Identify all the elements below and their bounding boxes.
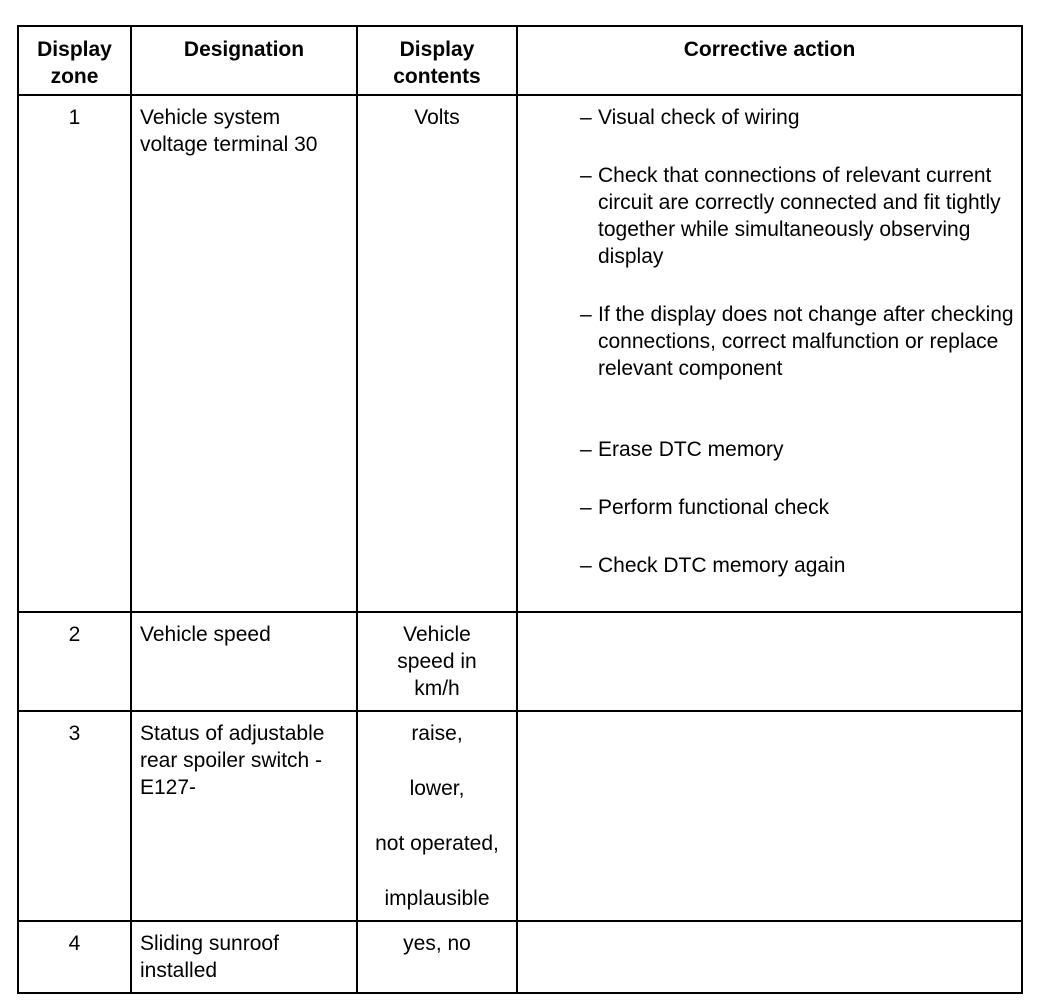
dash-bullet-icon: – — [580, 303, 592, 326]
contents-value: lower, — [409, 777, 465, 800]
action-text: Check that connections of relevant current circuit are correctly connected and fit tightly together while simultaneously observing display — [598, 164, 1001, 268]
cell-corrective-action — [517, 612, 1022, 711]
cell-display-contents — [357, 711, 517, 921]
contents-value: yes, no — [403, 932, 471, 955]
cell-display-contents — [357, 95, 517, 612]
cell-display-zone — [18, 711, 131, 921]
action-text: Visual check of wiring — [598, 106, 800, 129]
contents-value: implausible — [384, 887, 490, 910]
designation-value: Vehicle system voltage terminal 30 — [140, 106, 318, 156]
dash-bullet-icon: – — [580, 496, 592, 519]
designation-value: Sliding sunroof installed — [140, 932, 279, 982]
header-designation — [131, 26, 357, 95]
dash-bullet-icon: – — [580, 106, 592, 129]
action-item — [580, 104, 1021, 131]
header-corrective-action-label: Corrective action — [683, 38, 856, 61]
action-item — [580, 301, 1021, 382]
table-row — [18, 711, 1022, 921]
cell-display-zone — [18, 921, 131, 993]
contents-value: Vehicle speed in km/h — [397, 623, 477, 700]
cell-designation — [131, 921, 357, 993]
cell-display-zone — [18, 612, 131, 711]
cell-corrective-action — [517, 95, 1022, 612]
designation-value: Status of adjustable rear spoiler switch -E127- — [140, 722, 325, 799]
header-display-contents — [357, 26, 517, 95]
zone-value: 4 — [68, 932, 81, 955]
cell-corrective-action — [517, 711, 1022, 921]
action-item — [580, 162, 1021, 270]
dash-bullet-icon: – — [580, 438, 592, 461]
cell-corrective-action — [517, 921, 1022, 993]
header-row — [18, 26, 1022, 95]
table-row — [18, 95, 1022, 612]
action-text: Perform functional check — [598, 496, 830, 519]
zone-value: 3 — [68, 722, 81, 745]
designation-value: Vehicle speed — [140, 623, 271, 646]
header-display-contents-label: Display contents — [393, 38, 481, 88]
cell-designation — [131, 612, 357, 711]
cell-designation — [131, 711, 357, 921]
header-display-zone-label: Display zone — [37, 38, 112, 88]
action-item — [580, 494, 1021, 521]
header-designation-label: Designation — [183, 38, 305, 61]
contents-value: Volts — [414, 106, 460, 129]
header-corrective-action — [517, 26, 1022, 95]
cell-designation — [131, 95, 357, 612]
action-text: Erase DTC memory — [598, 438, 784, 461]
dash-bullet-icon: – — [580, 554, 592, 577]
table-row — [18, 612, 1022, 711]
dash-bullet-icon: – — [580, 164, 592, 187]
diagnostic-table — [17, 25, 1023, 994]
cell-display-zone — [18, 95, 131, 612]
zone-value: 1 — [68, 106, 81, 129]
table-row — [18, 921, 1022, 993]
header-display-zone — [18, 26, 131, 95]
action-text: If the display does not change after checking connections, correct malfunction or replace relevant component — [598, 303, 1014, 380]
zone-value: 2 — [68, 623, 81, 646]
cell-display-contents — [357, 921, 517, 993]
contents-value: raise, — [411, 722, 463, 745]
contents-value: not operated, — [375, 832, 499, 855]
cell-display-contents — [357, 612, 517, 711]
action-item — [580, 552, 1021, 579]
action-item — [580, 436, 1021, 463]
corrective-action-list — [518, 104, 1021, 579]
action-text: Check DTC memory again — [598, 554, 846, 577]
